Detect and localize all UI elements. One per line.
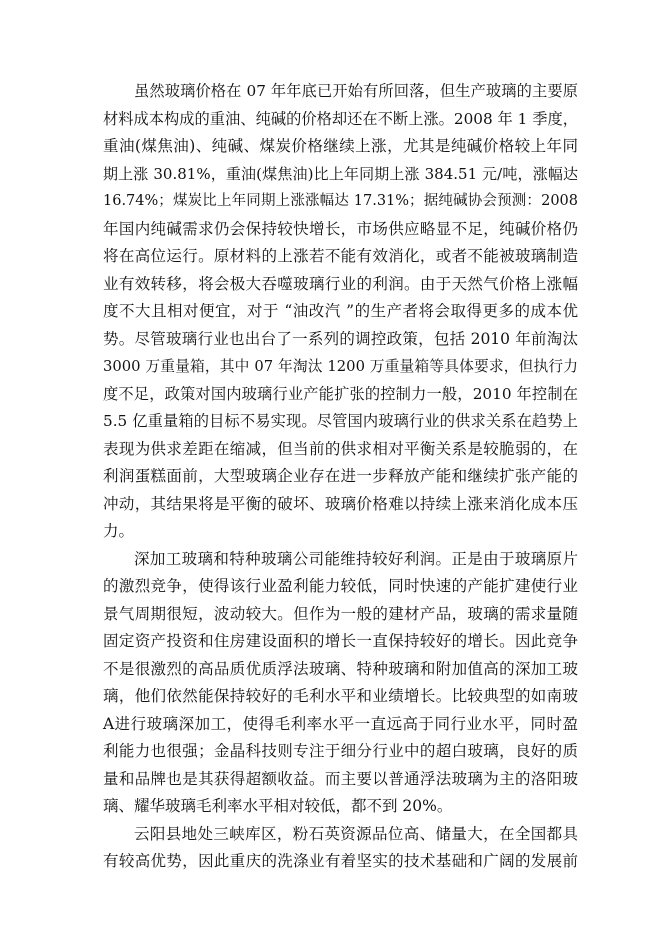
text-line: 云阳县地处三峡库区，粉石英资源品位高、储量大，在全国都具 (134, 824, 578, 843)
paragraph-deep-processing-glass (103, 546, 578, 821)
text-line: 将在高位运行。原材料的上涨若不能有效消化，或者不能被玻璃制造 (103, 247, 578, 265)
text-line: 利润蛋糕面前，大型玻璃企业存在进一步释放产能和继续扩张产能的 (103, 467, 578, 485)
text-line: 度不大且相对便宜，对于 “油改汽 ”的生产者将会取得更多的成本优 (103, 302, 578, 320)
text-line: 虽然玻璃价格在 07 年年底已开始有所回落，但生产玻璃的主要原 (134, 82, 578, 100)
text-line: 势。尽管玻璃行业也出台了一系列的调控政策，包括 2010 年前淘汰 (103, 329, 578, 348)
document-body (103, 78, 578, 876)
text-line: 有较高优势，因此重庆的洗涤业有着坚实的技术基础和广阔的发展前 (103, 852, 578, 870)
paragraph-yunyang-county (103, 821, 578, 876)
text-line: 冲动，其结果将是平衡的破坏、玻璃价格难以持续上涨来消化成本压 (103, 494, 578, 513)
text-line: 年国内纯碱需求仍会保持较快增长，市场供应略显不足，纯碱价格仍 (103, 219, 578, 238)
text-line: 不是很激烈的高品质优质浮法玻璃、特种玻璃和附加值高的深加工玻 (103, 659, 578, 678)
text-line: 16.74%；煤炭比上年同期上涨涨幅达 17.31%；据纯碱协会预测：2008 (103, 193, 578, 209)
text-line: 璃，他们依然能保持较好的毛利水平和业绩增长。比较典型的如南玻 (103, 687, 578, 705)
text-line: 重油(煤焦油)、纯碱、煤炭价格继续上涨，尤其是纯碱价格较上年同 (103, 137, 578, 155)
text-line: 度不足，政策对国内玻璃行业产能扩张的控制力一般，2010 年控制在 (103, 384, 578, 403)
text-line: 表现为供求差距在缩减，但当前的供求相对平衡关系是较脆弱的，在 (103, 439, 578, 458)
text-line: 利能力也很强；金晶科技则专注于细分行业中的超白玻璃，良好的质 (103, 742, 578, 760)
text-line: 量和品牌也是其获得超额收益。而主要以普通浮法玻璃为主的洛阳玻 (103, 769, 578, 788)
text-line: 璃、耀华玻璃毛利率水平相对较低，都不到 20%。 (103, 797, 453, 815)
paragraph-glass-price-costs (103, 78, 578, 546)
text-line: A进行玻璃深加工，使得毛利率水平一直远高于同行业水平，同时盈 (103, 714, 578, 733)
text-line: 材料成本构成的重油、纯碱的价格却还在不断上涨。2008 年 1 季度， (103, 109, 578, 128)
text-line: 的激烈竞争，使得该行业盈利能力较低，同时快速的产能扩建使行业 (103, 577, 578, 595)
text-line: 业有效转移，将会极大吞噬玻璃行业的利润。由于天然气价格上涨幅 (103, 274, 578, 293)
text-line: 固定资产投资和住房建设面积的增长一直保持较好的增长。因此竞争 (103, 632, 578, 650)
text-line: 力。 (103, 522, 135, 540)
text-line: 3000 万重量箱，其中 07 年淘汰 1200 万重量箱等具体要求，但执行力 (103, 358, 578, 375)
text-line: 景气周期很短，波动较大。但作为一般的建材产品，玻璃的需求量随 (103, 604, 578, 623)
text-line: 期上涨 30.81%，重油(煤焦油)比上年同期上涨 384.51 元/吨，涨幅达 (103, 164, 578, 183)
text-line: 5.5 亿重量箱的目标不易实现。尽管国内玻璃行业的供求关系在趋势上 (103, 412, 578, 430)
text-line: 深加工玻璃和特种玻璃公司能维持较好利润。正是由于玻璃原片 (134, 549, 578, 568)
